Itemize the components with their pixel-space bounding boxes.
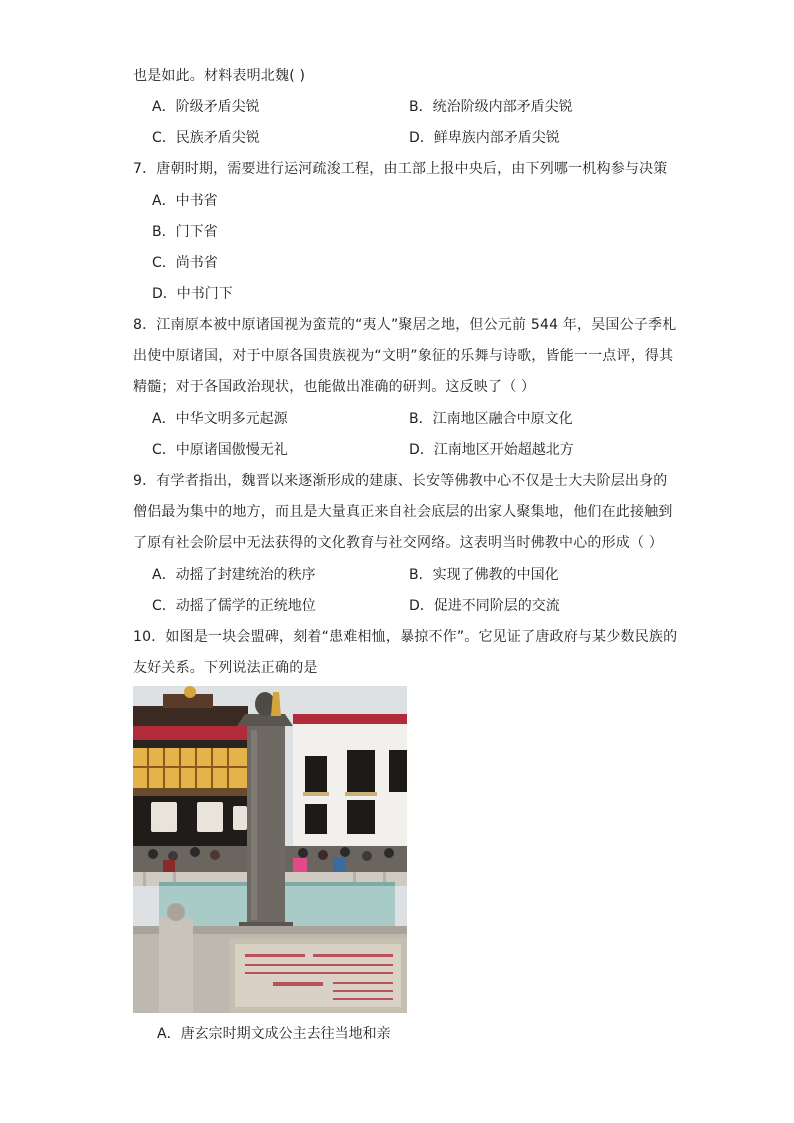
q9-stem-line-3: 了原有社会阶层中无法获得的文化教育与社交网络。这表明当时佛教中心的形成（ ）: [133, 535, 664, 551]
q9-stem-line-1: 9．有学者指出，魏晋以来逐渐形成的建康、长安等佛教中心不仅是士大夫阶层出身的: [133, 473, 668, 489]
q8-stem-line-1: 8．江南原本被中原诸国视为蛮荒的“夷人”聚居之地，但公元前 544 年，吴国公子季札: [133, 317, 677, 333]
q9-option-d: D．促进不同阶层的交流: [409, 598, 560, 614]
q8-option-c: C．中原诸国傲慢无礼: [152, 442, 288, 458]
q8-option-b: B．江南地区融合中原文化: [409, 411, 573, 427]
q6-option-c: C．民族矛盾尖锐: [152, 130, 260, 146]
q6-option-d: D．鲜卑族内部矛盾尖锐: [409, 130, 560, 146]
q7-option-a: A．中书省: [152, 193, 218, 209]
q6-option-a: A．阶级矛盾尖锐: [152, 99, 260, 115]
q6-stem-tail: 也是如此。材料表明北魏( ): [133, 68, 306, 84]
q7-option-d: D．中书门下: [152, 286, 233, 302]
q8-option-a: A．中华文明多元起源: [152, 411, 288, 427]
q9-option-a: A．动摇了封建统治的秩序: [152, 567, 316, 583]
q8-option-d: D．江南地区开始超越北方: [409, 442, 574, 458]
q10-option-a: A．唐玄宗时期文成公主去往当地和亲: [157, 1026, 391, 1042]
q10-stem-line-1: 10．如图是一块会盟碑，刻着“患难相恤，暴掠不作”。它见证了唐政府与某少数民族的: [133, 629, 678, 645]
q7-stem: 7．唐朝时期，需要进行运河疏浚工程，由工部上报中央后，由下列哪一机构参与决策: [133, 161, 668, 177]
q8-stem-line-2: 出使中原诸国，对于中原各国贵族视为“文明”象征的乐舞与诗歌，皆能一一点评，得其: [133, 348, 674, 364]
q9-option-c: C．动摇了儒学的正统地位: [152, 598, 316, 614]
q8-stem-line-3: 精髓；对于各国政治现状，也能做出准确的研判。这反映了（ ）: [133, 379, 536, 395]
q7-option-c: C．尚书省: [152, 255, 218, 271]
treaty-stele-photo: [133, 686, 407, 1013]
q7-option-b: B．门下省: [152, 224, 218, 240]
q9-stem-line-2: 僧侣最为集中的地方，而且是大量真正来自社会底层的出家人聚集地，他们在此接触到: [133, 504, 673, 520]
q9-option-b: B．实现了佛教的中国化: [409, 567, 559, 583]
q6-option-b: B．统治阶级内部矛盾尖锐: [409, 99, 573, 115]
q10-stem-line-2: 友好关系。下列说法正确的是: [133, 660, 318, 676]
